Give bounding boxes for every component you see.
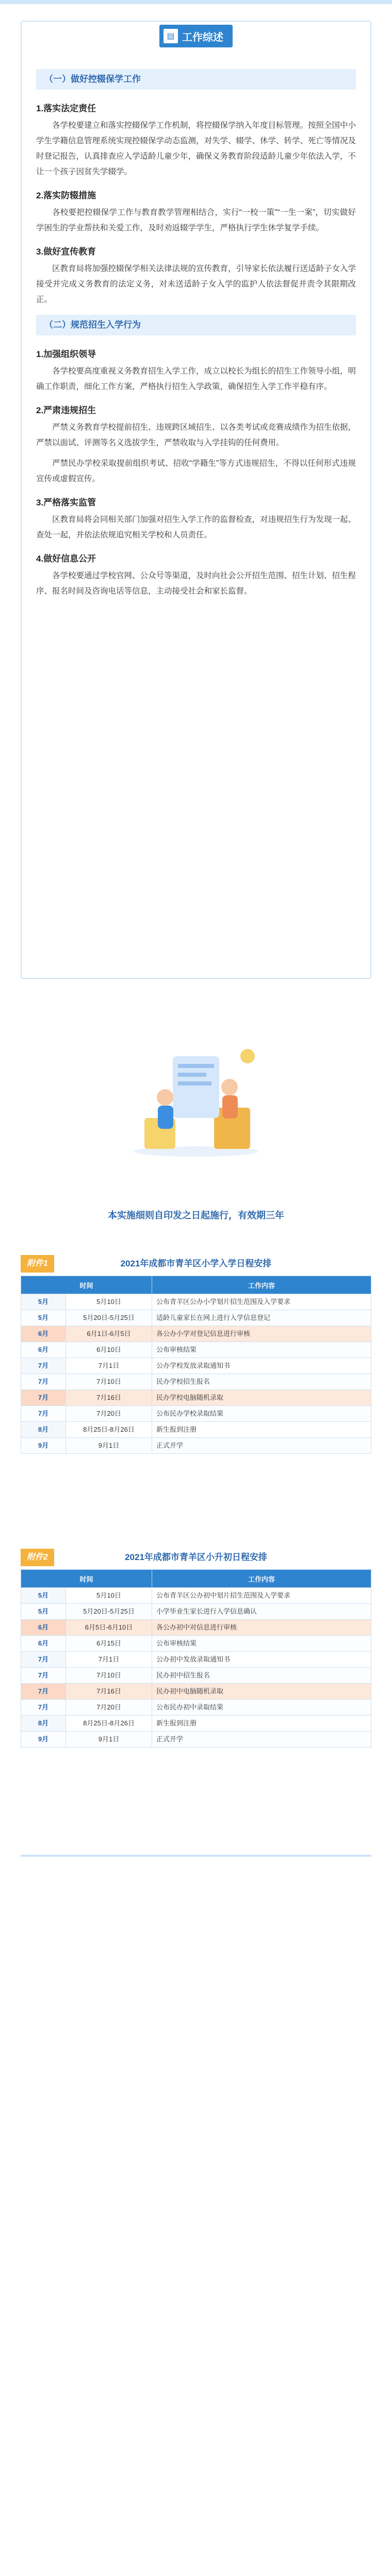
table-cell-period: 8月 (21, 1422, 66, 1438)
table-cell-date: 5月20日-5月25日 (66, 1604, 152, 1620)
table-row (21, 1652, 371, 1668)
table-header-row (21, 1570, 371, 1588)
table-cell-period: 5月 (21, 1310, 66, 1326)
table-cell-date: 7月10日 (66, 1374, 152, 1390)
footer-divider (21, 1855, 371, 1857)
table-cell-period: 7月 (21, 1374, 66, 1390)
subsection-heading: 4.做好信息公开 (36, 554, 96, 564)
table-cell-content: 公布青羊区公办小学划片招生范围及入学要求 (152, 1294, 371, 1310)
attachment-tag: 附件2 (21, 1549, 54, 1566)
reading-people-illustration (124, 1036, 268, 1159)
table-cell-period: 6月 (21, 1342, 66, 1358)
table-row (21, 1406, 371, 1422)
table-cell-period: 7月 (21, 1406, 66, 1422)
table-cell-content: 正式开学 (152, 1732, 371, 1748)
table-row (21, 1716, 371, 1732)
table-row (21, 1700, 371, 1716)
table-cell-content: 公布审核结果 (152, 1636, 371, 1652)
table-header-bar (21, 1252, 371, 1276)
table-title: 2021年成都市青羊区小升初日程安排 (125, 1552, 267, 1562)
table-cell-period: 7月 (21, 1652, 66, 1668)
table-cell-date: 5月20日-5月25日 (66, 1310, 152, 1326)
table-cell-content: 正式开学 (152, 1438, 371, 1454)
table-cell-content: 公布民办初中录取结果 (152, 1700, 371, 1716)
table-cell-period: 5月 (21, 1588, 66, 1604)
table-cell-date: 8月25日-8月26日 (66, 1716, 152, 1732)
table-cell-date: 9月1日 (66, 1732, 152, 1748)
table-cell-content: 公办学校发放录取通知书 (152, 1358, 371, 1374)
table-header-row (21, 1276, 371, 1294)
table-row (21, 1438, 371, 1454)
table-cell-date: 6月15日 (66, 1636, 152, 1652)
table-cell-content: 新生报到注册 (152, 1422, 371, 1438)
table-cell-content: 小学毕业生家长进行入学信息确认 (152, 1604, 371, 1620)
subsection-heading: 1.落实法定责任 (36, 104, 96, 113)
table-cell-content: 民办初中电脑随机录取 (152, 1684, 371, 1700)
table-cell-content: 各公办初中对信息进行审核 (152, 1620, 371, 1636)
table-cell-period: 7月 (21, 1668, 66, 1684)
section-title-badge (159, 25, 233, 47)
table-row (21, 1668, 371, 1684)
table-cell-period: 9月 (21, 1732, 66, 1748)
subsection-heading: 1.加强组织领导 (36, 349, 96, 359)
table-cell-period: 9月 (21, 1438, 66, 1454)
section-heading: （二）规范招生入学行为 (36, 315, 356, 335)
table-cell-date: 9月1日 (66, 1438, 152, 1454)
table-row (21, 1310, 371, 1326)
table-row (21, 1294, 371, 1310)
attachment-tag: 附件1 (21, 1255, 54, 1273)
paragraph: 各学校要建立和落实控辍保学工作机制，将控辍保学纳入年度目标管理。按照全国中小学生学籍信息管理系统实现控辍保学动态监测，对失学、辍学、休学、转学、死亡等情况及时登记报告，认真排查应入学适龄儿童少年，确保义务教育阶段适龄儿童少年依法入学，不让一个孩子因贫失学辍学。 (36, 121, 356, 176)
table-row (21, 1620, 371, 1636)
table-cell-date: 7月16日 (66, 1390, 152, 1406)
subsection-heading: 2.落实防辍措施 (36, 191, 96, 200)
table-cell-content: 公布审核结果 (152, 1342, 371, 1358)
table-row (21, 1684, 371, 1700)
paragraph: 各校要把控辍保学工作与教育教学管理相结合，实行“一校一策”“一生一案”，切实做好学困生的学业帮扶和关爱工作，及时劝返辍学学生，严格执行学生休学复学手续。 (36, 208, 356, 232)
table-row (21, 1588, 371, 1604)
table-cell-content: 公布青羊区公办初中划片招生范围及入学要求 (152, 1588, 371, 1604)
table-cell-date: 6月5日-6月10日 (66, 1620, 152, 1636)
table-cell-date: 7月10日 (66, 1668, 152, 1684)
column-header: 时间 (21, 1276, 152, 1294)
table-row (21, 1326, 371, 1342)
table-cell-content: 民办初中招生报名 (152, 1668, 371, 1684)
column-header: 工作内容 (152, 1570, 371, 1588)
subsection-heading: 3.做好宣传教育 (36, 247, 96, 257)
table-cell-content: 民办学校招生报名 (152, 1374, 371, 1390)
subsection-heading: 2.严肃违规招生 (36, 405, 96, 415)
table-cell-date: 7月20日 (66, 1406, 152, 1422)
subsection-heading: 3.严格落实监管 (36, 498, 96, 507)
table-row (21, 1390, 371, 1406)
table-cell-content: 民办学校电脑随机录取 (152, 1390, 371, 1406)
table-cell-period: 6月 (21, 1620, 66, 1636)
table-cell-content: 各公办小学对登记信息进行审核 (152, 1326, 371, 1342)
top-decoration (0, 0, 392, 4)
table-cell-date: 5月10日 (66, 1588, 152, 1604)
table-cell-content: 新生报到注册 (152, 1716, 371, 1732)
table-block-2 (21, 1546, 371, 1748)
table-row (21, 1636, 371, 1652)
table-cell-date: 7月1日 (66, 1358, 152, 1374)
paragraph: 区教育局将加强控辍保学相关法律法规的宣传教育，引导家长依法履行送适龄子女入学接受并完成义务教育的法定义务，对未送适龄子女入学的监护人依法督促并责令其限期改正。 (36, 264, 356, 304)
table-cell-date: 5月10日 (66, 1294, 152, 1310)
table-cell-date: 7月20日 (66, 1700, 152, 1716)
paragraph: 各学校要通过学校官网、公众号等渠道，及时向社会公开招生范围、招生计划、招生程序、报名时间及咨询电话等信息，主动接受社会和家长监督。 (36, 571, 356, 596)
table-header-bar (21, 1546, 371, 1569)
table-cell-period: 7月 (21, 1390, 66, 1406)
table-cell-date: 6月1日-6月5日 (66, 1326, 152, 1342)
table-cell-date: 7月1日 (66, 1652, 152, 1668)
document-icon: ▤ (164, 29, 178, 43)
paragraph: 区教育局将会同相关部门加强对招生入学工作的监督检查，对违规招生行为发现一起、查处一起，并依法依规追究相关学校和人员责任。 (36, 515, 356, 539)
table-cell-period: 7月 (21, 1358, 66, 1374)
table-cell-content: 适龄儿童家长在网上进行入学信息登记 (152, 1310, 371, 1326)
table-row (21, 1422, 371, 1438)
table-row (21, 1374, 371, 1390)
table-cell-period: 8月 (21, 1716, 66, 1732)
section-title: 工作综述 (182, 31, 223, 43)
table-cell-date: 8月25日-8月26日 (66, 1422, 152, 1438)
paragraph: 严禁民办学校采取提前组织考试、招收“学籍生”等方式违规招生，不得以任何形式违规宣传或虚假宣传。 (36, 459, 356, 483)
schedule-table (21, 1569, 371, 1748)
table-cell-period: 5月 (21, 1294, 66, 1310)
table-cell-content: 公办初中发放录取通知书 (152, 1652, 371, 1668)
paragraph: 各学校要高度重视义务教育招生入学工作，成立以校长为组长的招生工作领导小组，明确工作职责，细化工作方案，严格执行招生入学政策，确保招生入学工作平稳有序。 (36, 367, 356, 391)
table-block-1 (21, 1252, 371, 1454)
table-row (21, 1342, 371, 1358)
title-area (0, 21, 392, 52)
table-row (21, 1358, 371, 1374)
table-cell-date: 7月16日 (66, 1684, 152, 1700)
paragraph: 严禁义务教育学校提前招生、违规跨区域招生、以各类考试或竞赛成绩作为招生依据，严禁以面试、评测等名义选拔学生，严禁收取与入学挂钩的任何费用。 (36, 423, 356, 447)
validity-caption: 本实施细则自印发之日起施行，有效期三年 (108, 1210, 284, 1221)
table-cell-period: 7月 (21, 1684, 66, 1700)
summary-content (36, 62, 356, 604)
section-heading: （一）做好控辍保学工作 (36, 69, 356, 90)
table-cell-date: 6月10日 (66, 1342, 152, 1358)
schedule-table (21, 1276, 371, 1454)
table-cell-period: 7月 (21, 1700, 66, 1716)
table-cell-period: 5月 (21, 1604, 66, 1620)
table-cell-period: 6月 (21, 1636, 66, 1652)
table-row (21, 1604, 371, 1620)
table-title: 2021年成都市青羊区小学入学日程安排 (120, 1259, 272, 1268)
column-header: 时间 (21, 1570, 152, 1588)
table-row (21, 1732, 371, 1748)
table-cell-period: 6月 (21, 1326, 66, 1342)
table-cell-content: 公布民办学校录取结果 (152, 1406, 371, 1422)
column-header: 工作内容 (152, 1276, 371, 1294)
